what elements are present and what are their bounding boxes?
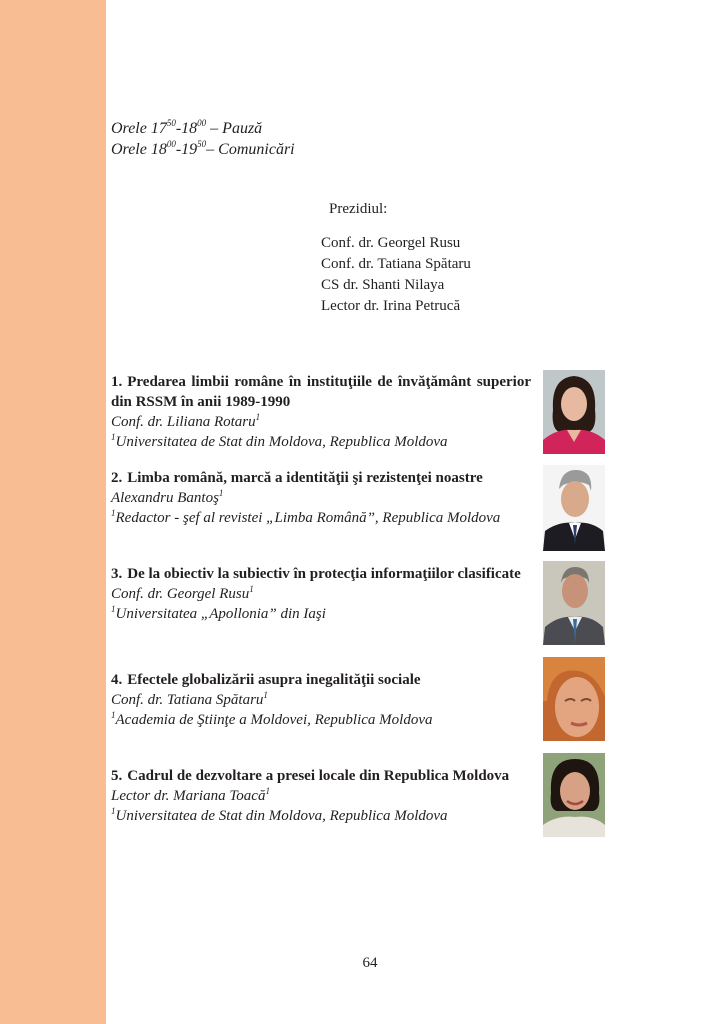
paper-author: Conf. dr. Georgel Rusu$^1$ — [111, 584, 254, 602]
paper-affiliation: $^1$Universitatea de Stat din Moldova, Republica Moldova — [111, 806, 448, 824]
paper-title: 3. De la obiectiv la subiectiv în protecţia informaţiilor clasificate — [111, 566, 521, 582]
paper-author: Conf. dr. Tatiana Spătaru$^1$ — [111, 690, 268, 708]
paper-affiliation: $^1$Universitatea „Apollonia” din Iaşi — [111, 604, 326, 622]
page-number: 64 — [362, 955, 378, 971]
presidium-title: Prezidiul: — [329, 201, 388, 217]
paper-item — [111, 468, 531, 528]
schedule-line-communications: Orele $18^{00}-19^{50}-$ Comunicări — [111, 139, 295, 158]
paper-affiliation: $^1$Academia de Ştiinţe a Moldovei, Republica Moldova — [111, 710, 433, 728]
paper-title: 2. Limba română, marcă a identităţii şi rezistenţei noastre — [111, 470, 483, 486]
schedule-line-break: Orele $17^{50}-18^{00}$ – Pauză — [111, 118, 263, 137]
paper-author: Alexandru Bantoş$^1$ — [111, 488, 224, 506]
author-photo — [543, 465, 605, 551]
paper-item — [111, 670, 531, 730]
paper-affiliation: $^1$Redactor - şef al revistei „Limba Română”, Republica Moldova — [111, 508, 501, 526]
paper-author: Conf. dr. Liliana Rotaru$^1$ — [111, 412, 261, 430]
paper-item — [111, 372, 531, 452]
paper-item — [111, 766, 531, 826]
author-photo — [543, 657, 605, 741]
paper-affiliation: $^1$Universitatea de Stat din Moldova, Republica Moldova — [111, 432, 448, 450]
paper-title: 1. Predarea limbii române în instituţiile de învăţământ superior din RSSM în anii 1989-1990 — [111, 374, 531, 410]
paper-title: 5. Cadrul de dezvoltare a presei locale din Republica Moldova — [111, 768, 510, 784]
paper-title: 4. Efectele globalizării asupra inegalităţii sociale — [111, 672, 421, 688]
presidium-name: CS dr. Shanti Nilaya — [321, 277, 445, 293]
presidium-name: Conf. dr. Tatiana Spătaru — [321, 256, 471, 272]
author-photo — [543, 370, 605, 454]
author-photo — [543, 561, 605, 645]
author-photo — [543, 753, 605, 837]
page-margin-band — [0, 0, 106, 1024]
paper-item — [111, 564, 531, 624]
presidium-name: Lector dr. Irina Petrucă — [321, 298, 461, 314]
presidium-name: Conf. dr. Georgel Rusu — [321, 235, 461, 251]
paper-author: Lector dr. Mariana Toacă$^1$ — [111, 786, 270, 804]
